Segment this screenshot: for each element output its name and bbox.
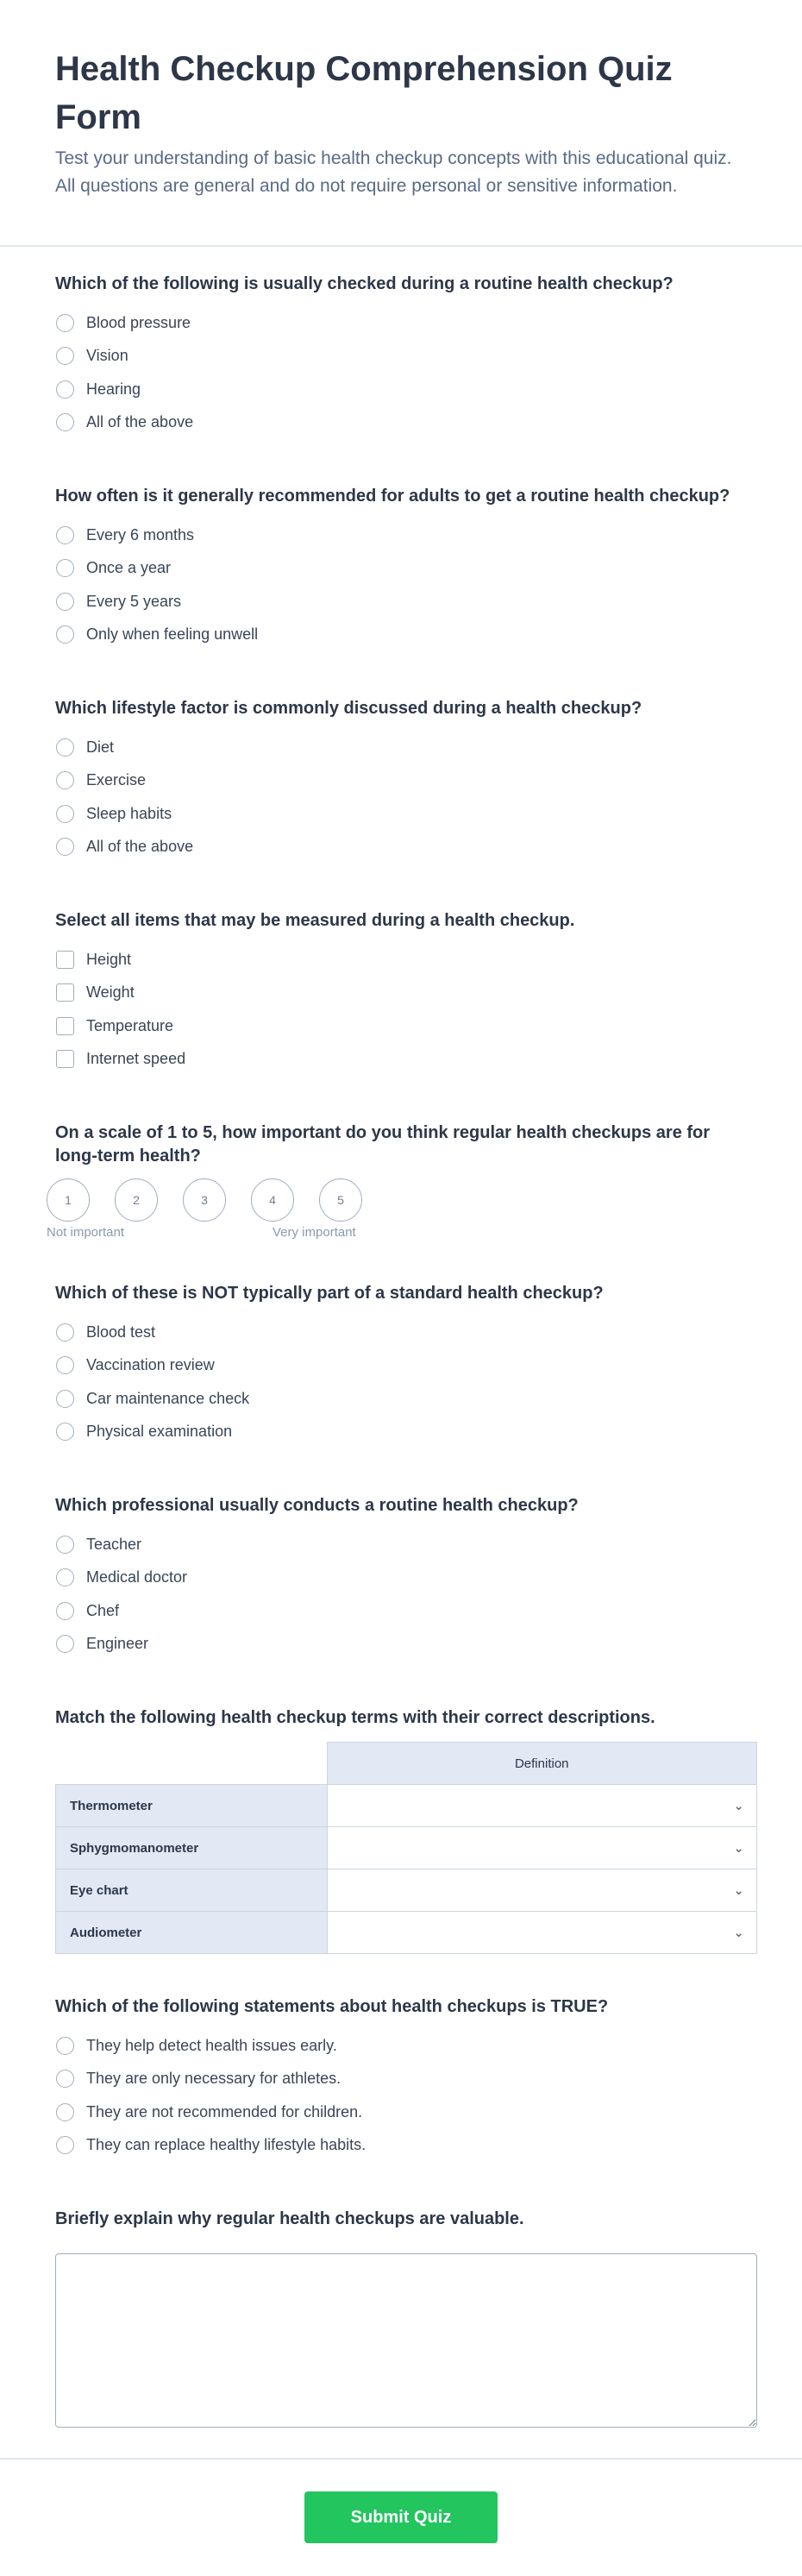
question-10 — [55, 2208, 754, 2432]
option-label: Vaccination review — [86, 1356, 215, 1374]
option-label: Only when feeling unwell — [86, 625, 259, 644]
definition-select[interactable] — [327, 1912, 757, 1954]
option-label: Teacher — [86, 1535, 142, 1553]
question-8-label: Match the following health checkup terms with their correct descriptions. — [55, 1708, 655, 1727]
q1-option-hearing[interactable] — [55, 373, 754, 406]
matrix-row-label: Thermometer — [56, 1785, 328, 1827]
radio-button[interactable] — [56, 771, 74, 789]
q2-option-6-months[interactable] — [55, 518, 754, 552]
q4-option-temperature[interactable] — [55, 1009, 754, 1043]
q9-option-athletes[interactable] — [55, 2063, 754, 2096]
q2-option-unwell[interactable] — [55, 619, 754, 652]
matrix-corner — [56, 1743, 328, 1785]
q7-option-chef[interactable] — [55, 1594, 754, 1628]
checkbox[interactable] — [56, 983, 74, 1002]
radio-button[interactable] — [56, 738, 74, 757]
question-2-label: How often is it generally recommended for adults to get a routine health checkup? — [55, 487, 730, 506]
checkbox[interactable] — [56, 1050, 74, 1068]
option-label: Vision — [86, 347, 128, 365]
chevron-down-icon: ⌄ — [733, 1926, 744, 1940]
option-label: They can replace healthy lifestyle habits. — [86, 2136, 367, 2154]
matrix-row-label: Eye chart — [56, 1869, 328, 1912]
question-6 — [55, 1282, 754, 1448]
matching-matrix — [55, 1742, 757, 1954]
option-label: Every 6 months — [86, 525, 195, 543]
question-1 — [55, 273, 754, 439]
form-header — [0, 0, 802, 247]
radio-button[interactable] — [56, 380, 74, 399]
scale-option-5[interactable]: 5 — [319, 1178, 362, 1222]
matrix-row-label: Audiometer — [56, 1912, 328, 1954]
option-label: They help detect health issues early. — [86, 2036, 337, 2054]
option-label: Sleep habits — [86, 804, 172, 822]
radio-button[interactable] — [56, 347, 74, 365]
radio-button[interactable] — [56, 625, 74, 644]
submit-quiz-button[interactable]: Submit Quiz — [304, 2491, 498, 2543]
q9-option-detect-early[interactable] — [55, 2029, 754, 2063]
question-5 — [47, 1122, 754, 1242]
q6-option-vaccination[interactable] — [55, 1349, 754, 1383]
option-label: Engineer — [86, 1635, 149, 1653]
radio-button[interactable] — [56, 593, 74, 611]
q9-option-children[interactable] — [55, 2095, 754, 2129]
scale-option-1[interactable]: 1 — [47, 1178, 90, 1222]
q4-option-internet-speed[interactable] — [55, 1043, 754, 1077]
q1-option-all[interactable] — [55, 406, 754, 440]
option-label: Once a year — [86, 559, 172, 577]
question-1-label: Which of the following is usually checked during a routine health checkup? — [55, 274, 674, 293]
definition-select[interactable] — [327, 1785, 757, 1827]
checkbox[interactable] — [56, 1017, 74, 1035]
q3-option-diet[interactable] — [55, 731, 754, 764]
option-label: Height — [86, 950, 132, 968]
question-2 — [55, 485, 754, 651]
option-label: Weight — [86, 983, 135, 1002]
question-8 — [55, 1706, 754, 1954]
option-label: They are not recommended for children. — [86, 2102, 363, 2120]
radio-button[interactable] — [56, 1356, 74, 1374]
scale-option-3[interactable]: 3 — [183, 1178, 226, 1222]
option-label: Exercise — [86, 771, 147, 789]
form-footer — [0, 2458, 802, 2576]
q1-option-vision[interactable] — [55, 340, 754, 374]
option-label: Blood pressure — [86, 313, 191, 331]
option-label: Diet — [86, 738, 115, 756]
definition-select[interactable] — [327, 1827, 757, 1869]
radio-button[interactable] — [56, 526, 74, 544]
radio-button[interactable] — [56, 1390, 74, 1408]
radio-button[interactable] — [56, 2103, 74, 2121]
radio-button[interactable] — [56, 1568, 74, 1586]
q7-option-doctor[interactable] — [55, 1561, 754, 1595]
question-7-label: Which professional usually conducts a routine health checkup? — [55, 1496, 579, 1515]
q1-option-blood-pressure[interactable] — [55, 306, 754, 340]
option-label: Medical doctor — [86, 1568, 188, 1586]
radio-button[interactable] — [56, 1602, 74, 1620]
rating-scale — [47, 1178, 754, 1222]
scale-high-label: Very important — [273, 1225, 356, 1240]
chevron-down-icon: ⌄ — [733, 1883, 744, 1898]
option-label: Every 5 years — [86, 592, 182, 610]
radio-button[interactable] — [56, 1423, 74, 1441]
question-5-label: On a scale of 1 to 5, how important do you think regular health checkups are for long-term health? — [55, 1123, 711, 1165]
question-4-label: Select all items that may be measured during a health checkup. — [55, 911, 575, 930]
option-label: All of the above — [86, 838, 194, 856]
q3-option-all[interactable] — [55, 831, 754, 864]
q4-option-height[interactable] — [55, 943, 754, 977]
q9-option-replace-habits[interactable] — [55, 2129, 754, 2163]
question-4 — [55, 909, 754, 1076]
radio-button[interactable] — [56, 1635, 74, 1653]
scale-low-label: Not important — [47, 1225, 125, 1240]
q2-option-5-years[interactable] — [55, 585, 754, 619]
question-9 — [55, 1995, 754, 2162]
radio-button[interactable] — [56, 838, 74, 856]
question-7 — [55, 1494, 754, 1661]
q6-option-physical[interactable] — [55, 1416, 754, 1449]
matrix-column-header: Definition — [327, 1743, 757, 1785]
option-label: Physical examination — [86, 1423, 233, 1441]
question-3 — [55, 697, 754, 864]
q2-option-once-a-year[interactable] — [55, 552, 754, 586]
form-content — [0, 247, 802, 2432]
question-6-label: Which of these is NOT typically part of a standard health checkup? — [55, 1284, 604, 1303]
page-subtitle: Test your understanding of basic health checkup concepts with this educational quiz. All questions are general and do not require personal or sensitive information. — [55, 148, 732, 196]
radio-button[interactable] — [56, 413, 74, 431]
q4-option-weight[interactable] — [55, 977, 754, 1010]
radio-button[interactable] — [56, 805, 74, 823]
scale-option-4[interactable]: 4 — [251, 1178, 294, 1222]
explanation-textarea[interactable] — [55, 2253, 757, 2428]
radio-button[interactable] — [56, 559, 74, 577]
scale-option-2[interactable]: 2 — [115, 1178, 158, 1222]
option-label: All of the above — [86, 413, 194, 431]
option-label: Chef — [86, 1601, 120, 1619]
q3-option-sleep[interactable] — [55, 797, 754, 831]
question-10-label: Briefly explain why regular health checkups are valuable. — [55, 2209, 524, 2228]
option-label: They are only necessary for athletes. — [86, 2070, 341, 2088]
option-label: Hearing — [86, 380, 141, 398]
radio-button[interactable] — [56, 1323, 74, 1341]
option-label: Internet speed — [86, 1050, 186, 1068]
matrix-row-label: Sphygmomanometer — [56, 1827, 328, 1869]
scale-labels — [47, 1222, 754, 1242]
q6-option-blood-test[interactable] — [55, 1316, 754, 1349]
option-label: Temperature — [86, 1016, 174, 1034]
question-3-label: Which lifestyle factor is commonly discussed during a health checkup? — [55, 699, 642, 718]
radio-button[interactable] — [56, 314, 74, 332]
definition-select[interactable] — [327, 1869, 757, 1912]
checkbox[interactable] — [56, 951, 74, 969]
option-label: Car maintenance check — [86, 1389, 250, 1407]
page-title: Health Checkup Comprehension Quiz Form — [55, 50, 673, 136]
q6-option-car[interactable] — [55, 1382, 754, 1416]
q7-option-engineer[interactable] — [55, 1628, 754, 1662]
radio-button[interactable] — [56, 1536, 74, 1554]
radio-button[interactable] — [56, 2136, 74, 2154]
q7-option-teacher[interactable] — [55, 1528, 754, 1561]
radio-button[interactable] — [56, 2070, 74, 2088]
chevron-down-icon: ⌄ — [733, 1841, 744, 1856]
radio-button[interactable] — [56, 2037, 74, 2055]
chevron-down-icon: ⌄ — [733, 1799, 744, 1813]
question-9-label: Which of the following statements about health checkups is TRUE? — [55, 1997, 609, 2016]
q3-option-exercise[interactable] — [55, 764, 754, 798]
option-label: Blood test — [86, 1323, 156, 1341]
